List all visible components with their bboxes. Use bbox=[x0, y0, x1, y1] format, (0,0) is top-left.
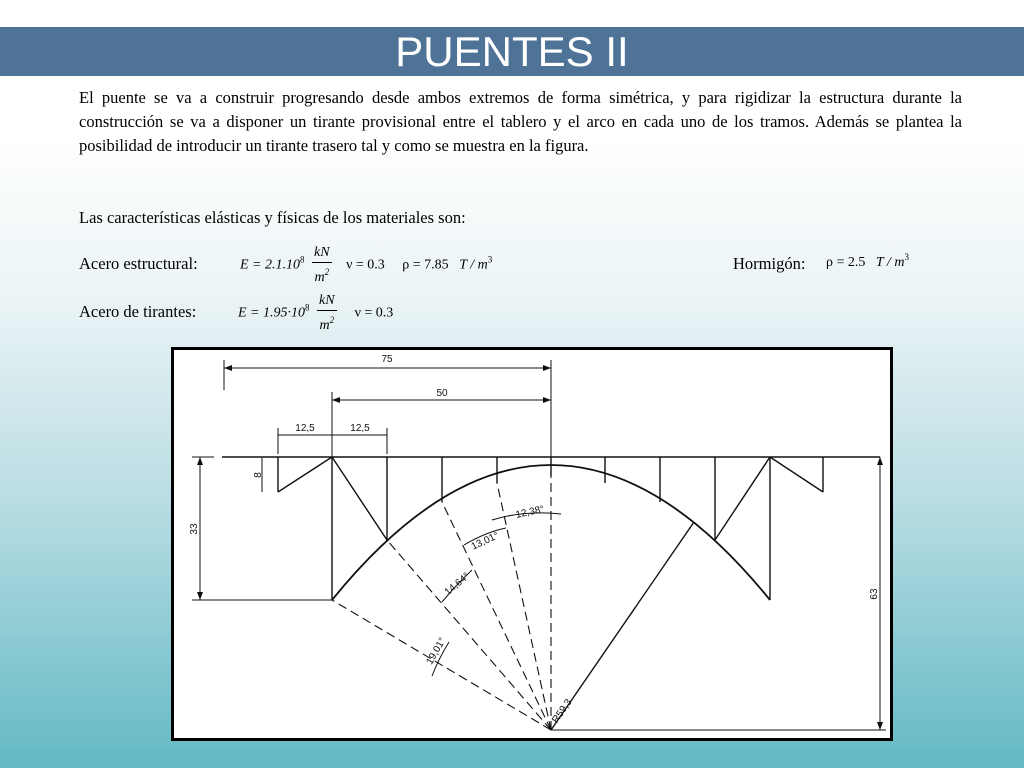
steel-rho: ρ = 7.85 bbox=[402, 257, 449, 273]
radius-label: R59,3 bbox=[550, 697, 575, 726]
radial-line bbox=[332, 600, 551, 730]
arrowhead bbox=[877, 722, 883, 730]
radial-line bbox=[497, 483, 551, 730]
ties-e: E = 1.95·10 bbox=[238, 305, 305, 321]
dim-75-label: 75 bbox=[381, 354, 393, 365]
steel-e: E = 2.1.10 bbox=[240, 257, 300, 273]
ties-unit-den: m bbox=[319, 318, 330, 333]
ties-formula bbox=[238, 292, 393, 335]
arrowhead bbox=[197, 457, 203, 465]
steel-rho-unit: T / m bbox=[459, 257, 488, 273]
angle-4-label: 19,01° bbox=[424, 635, 449, 667]
dim-50-label: 50 bbox=[436, 388, 448, 399]
arrowhead bbox=[877, 457, 883, 465]
concrete-label: Hormigón: bbox=[733, 254, 806, 273]
radius-line bbox=[551, 522, 694, 730]
dim-12-5-label-b: 12,5 bbox=[350, 423, 370, 434]
arrowhead bbox=[543, 397, 551, 403]
radial-line bbox=[387, 540, 551, 730]
arrowhead bbox=[224, 365, 232, 371]
steel-nu: ν = 0.3 bbox=[346, 257, 385, 273]
provisional-tie bbox=[715, 457, 770, 540]
arrowhead bbox=[332, 397, 340, 403]
ties-nu: ν = 0.3 bbox=[354, 305, 394, 321]
ties-unit-fraction bbox=[317, 292, 337, 335]
materials-heading: Las características elásticas y físicas de los materiales son: bbox=[79, 208, 466, 227]
steel-rho-exp: 3 bbox=[487, 254, 493, 265]
steel-formula bbox=[240, 244, 492, 287]
ties-unit-den-exp: 2 bbox=[329, 315, 335, 325]
ties-label: Acero de tirantes: bbox=[79, 302, 197, 321]
intro-paragraph: El puente se va a construir progresando desde ambos extremos de forma simétrica, y para rigidizar la estructura durante la construcción se va a disponer un tirante provisional entre el tablero y el arco en cada uno de los tramos. Además se plantea la posibilidad de introducir un tirante trasero tal y como se muestra en la figura. bbox=[79, 88, 962, 155]
left-rear-tie bbox=[278, 457, 332, 492]
dim-63-label: 63 bbox=[869, 588, 880, 600]
angle-2-label: 13,01° bbox=[469, 530, 501, 553]
ties-unit-num: kN bbox=[317, 292, 337, 311]
arrowhead bbox=[543, 365, 551, 371]
steel-unit-den: m bbox=[314, 270, 325, 285]
dim-33-label: 33 bbox=[189, 523, 200, 535]
title-bar bbox=[0, 27, 1024, 76]
ties-unit-den-wrap bbox=[317, 311, 337, 335]
page-title: PUENTES II bbox=[395, 28, 629, 75]
angle-3-label: 14,64° bbox=[442, 570, 472, 598]
steel-unit-fraction bbox=[312, 244, 332, 287]
right-rear-tie bbox=[770, 457, 823, 492]
steel-unit-den-exp: 2 bbox=[324, 267, 330, 277]
dim-8-label: 8 bbox=[253, 472, 264, 478]
concrete-rho-exp: 3 bbox=[904, 252, 909, 262]
arrowhead bbox=[197, 592, 203, 600]
concrete-rho-unit: T / m bbox=[875, 255, 905, 270]
steel-label: Acero estructural: bbox=[79, 254, 198, 273]
bridge-drawing bbox=[174, 350, 890, 738]
provisional-tie bbox=[332, 457, 387, 540]
concrete-formula bbox=[826, 252, 909, 271]
dim-12-5-label-a: 12,5 bbox=[295, 423, 315, 434]
ties-e-exp: 8 bbox=[305, 302, 310, 313]
steel-e-exp: 8 bbox=[300, 254, 305, 265]
steel-unit-den-wrap bbox=[312, 263, 332, 287]
concrete-rho: ρ = 2.5 bbox=[826, 255, 866, 270]
angle-1-label: 12,38° bbox=[514, 504, 546, 521]
bridge-figure bbox=[171, 347, 893, 741]
steel-unit-num: kN bbox=[312, 244, 332, 263]
